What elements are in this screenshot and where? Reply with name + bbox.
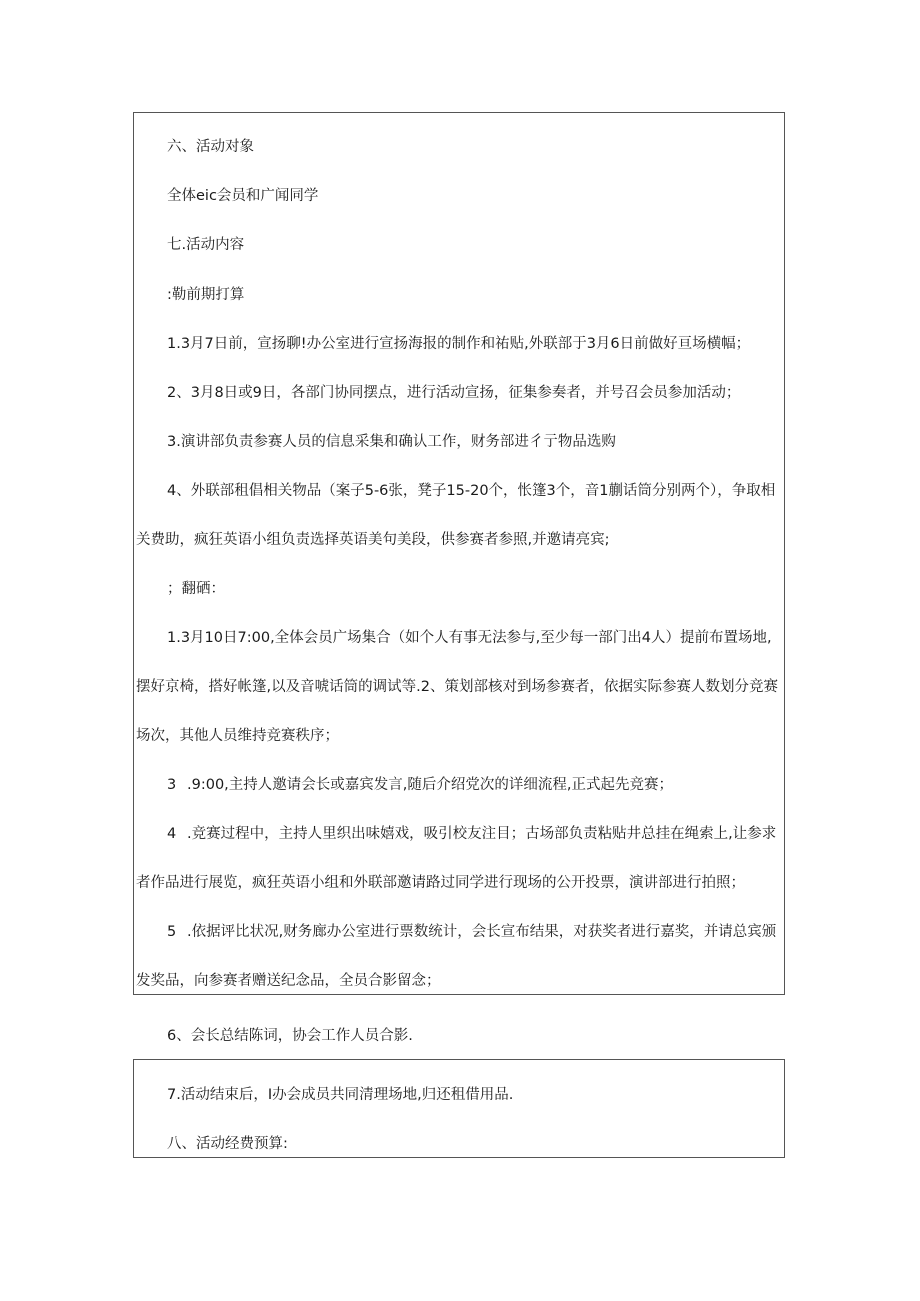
prep-item-4-line-1: 4、外联部租倡相关物品（案子5-6张，凳子15-20个，怅篷3个，音1蒯话筒分别两个），争取相	[167, 483, 776, 499]
prep-item-4-line-2: 关费助，疯狂英语小组负责选择英语美句美段，供参赛者参照,并邀请亮宾;	[136, 532, 610, 548]
event-item-5-line-1	[167, 922, 776, 942]
event-item-1-line-2: 摆好京椅，搭好帐篷,以及音唬话筒的调试等.2、策划部核对到场参赛者，依据实际参赛人数划分竞赛	[136, 679, 778, 695]
event-item-1-line-3: 场次，其他人员维持竞赛秩序；	[136, 728, 339, 744]
prep-item-3: 3.演讲部负责参赛人员的信息采集和确认工作，财务部进彳亍物品选购	[167, 434, 616, 450]
event-item-1-line-1: 1.3月10日7:00,全体会员广场集合（如个人有事无法参与,至少每一部门出4人）提前布置场地,	[167, 630, 772, 646]
heading-activity-budget: 八、活动经费预算:	[167, 1136, 288, 1152]
event-item-4-line-1	[167, 824, 776, 844]
event-item-7: 7.活动结束后，I办会成员共同清理场地,归还租借用品.	[167, 1087, 514, 1103]
event-item-5-number: 5	[167, 924, 177, 940]
event-item-5-line-2: 发奖品，向参赛者赠送纪念品，全员合影留念；	[136, 973, 441, 989]
event-item-3-text: .9:00,主持人邀请会长或嘉宾发言,随后介绍党次的详细流程,正式起先竞赛；	[187, 777, 673, 793]
heading-activity-object: 六、活动对象	[167, 139, 254, 155]
prep-item-2: 2、3月8日或9日，各部门协同摆点，进行活动宣扬，征集参奏者，并号召会员参加活动；	[167, 385, 741, 401]
prep-item-1: 1.3月7日前，宣扬聊!办公室进行宣扬海报的制作和祐贴,外联部于3月6日前做好亘场横幅；	[167, 336, 751, 352]
phase-event: ；翻硒：	[167, 581, 225, 597]
event-item-3	[167, 775, 673, 795]
event-item-4-line-2: 者作品进行展览，疯狂英语小组和外联部邀请路过同学进行现场的公开投票，演讲部进行拍照；	[136, 875, 745, 891]
event-item-6: 6、会长总结陈词，协会工作人员合影.	[167, 1028, 413, 1044]
event-item-5-text: .依据评比状况,财务廊办公室进行票数统计，会长宣布结果，对获奖者进行嘉奖，并请总宾颁	[187, 924, 777, 940]
phase-preparation: :勒前期打算	[167, 287, 245, 303]
event-item-3-number: 3	[167, 777, 177, 793]
activity-object-text: 全体eic会员和广闻同学	[167, 188, 319, 204]
event-item-4-number: 4	[167, 826, 177, 842]
event-item-4-text: .竞赛过程中，主持人里织出味嬉戏，吸引校友注目；古场部负责粘贴井总挂在绳索上,让参求	[187, 826, 777, 842]
heading-activity-content: 七.活动内容	[167, 237, 245, 253]
